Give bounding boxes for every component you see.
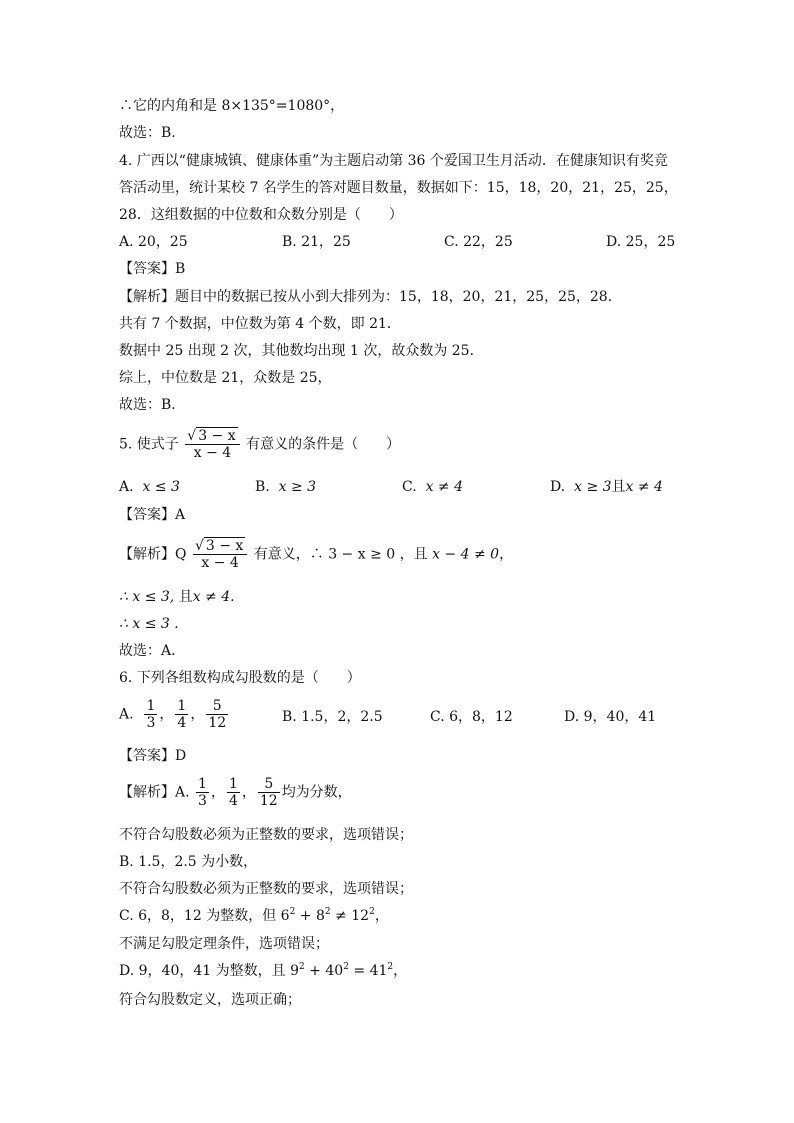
option-b: B. x ≥ 3: [255, 479, 317, 495]
analysis-line: 【解析】Q $\frac{√ 3 - x}{x - 4}$ 有意义，∴ 3 − x ≥ 0 ，且 x − 4 ≠ 0，: [119, 538, 514, 571]
analysis-line: B. 1.5，2.5 为小数，: [119, 854, 258, 870]
analysis-line: D. 9，40，41 为整数，且 $9^2 + 40^2 = 41^2$，: [119, 962, 408, 979]
answer-line: 【答案】D: [119, 748, 187, 764]
question-6-stem: 6. 下列各组数构成勾股数的是（ ）: [119, 670, 361, 686]
analysis-line: 不满足勾股定理条件，选项错误；: [119, 936, 329, 952]
option-c: C. 6，8，12: [430, 709, 513, 725]
text-line: 故选：B.: [119, 125, 176, 141]
equation: $9^2 + 40^2 = 41^2$: [290, 962, 394, 979]
q5-prefix: 5. 使式子: [119, 436, 179, 453]
option-c: C. 22，25: [444, 234, 513, 250]
analysis-line: ∴ x ≤ 3 .: [119, 616, 179, 632]
sqrt-symbol: √: [187, 428, 197, 444]
q5-suffix: 有意义的条件是（ ）: [246, 436, 401, 453]
option-a: A. $\frac{1}{3}$ ， $\frac{1}{4}$ ， $\frac{5}{12}$: [119, 698, 227, 731]
analysis-line: 综上，中位数是 21，众数是 25，: [119, 370, 332, 386]
analysis-line: 【解析】题目中的数据已按从小到大排列为：15，18，20，21，25，25，28．: [119, 289, 622, 305]
question-4-stem: 28．这组数据的中位数和众数分别是（ ）: [119, 207, 403, 223]
analysis-line: 故选：B．: [119, 397, 186, 413]
question-4-stem: 答活动里，统计某校 7 名学生的答对题目数量，数据如下：15，18，20，21，25，25，: [119, 180, 678, 196]
option-b: B. 21，25: [282, 234, 351, 250]
option-a: A. x ≤ 3: [119, 479, 180, 495]
option-a: A. 20，25: [119, 234, 188, 250]
answer-line: 【答案】A: [119, 507, 186, 523]
option-c: C. x ≠ 4: [402, 479, 464, 495]
fraction-expression: [185, 428, 239, 461]
answer-line: 【答案】B: [119, 261, 186, 277]
question-4-stem: 4. 广西以“健康城镇、健康体重”为主题启动第 36 个爱国卫生月活动．在健康知识有奖竞: [119, 153, 668, 169]
analysis-line: 不符合勾股数必须为正整数的要求，选项错误；: [119, 881, 413, 897]
analysis-line: 数据中 25 出现 2 次，其他数均出现 1 次，故众数为 25．: [119, 343, 484, 359]
option-d: D. x ≥ 3且x ≠ 4: [550, 479, 663, 495]
option-b: B. 1.5，2，2.5: [282, 709, 383, 725]
question-5-stem: [119, 428, 400, 461]
radicand: 3 − x: [198, 428, 236, 444]
fraction-expression: $\frac{√ 3 - x}{x - 4}$: [193, 538, 247, 571]
denominator: x − 4: [193, 445, 232, 461]
analysis-line: ∴ x ≤ 3, 且x ≠ 4.: [119, 589, 235, 605]
analysis-line: 【解析】A. $\frac{1}{3}$ ， $\frac{1}{4}$ ， $\frac{5}{12}$ 均为分数，: [119, 776, 352, 809]
equation: $6^2 + 8^2 \ne 12^2$: [280, 907, 375, 924]
option-d: D. 9，40，41: [564, 709, 657, 725]
option-d: D. 25，25: [606, 234, 676, 250]
text-line: ∴它的内角和是 8×135°=1080°，: [119, 98, 345, 114]
analysis-line: 故选：A．: [119, 643, 186, 659]
analysis-line: 符合勾股数定义，选项正确；: [119, 992, 301, 1008]
analysis-line: 共有 7 个数据，中位数为第 4 个数，即 21．: [119, 316, 401, 332]
analysis-line: C. 6，8，12 为整数，但 $6^2 + 8^2 \ne 12^2$，: [119, 907, 389, 924]
analysis-line: 不符合勾股数必须为正整数的要求，选项错误；: [119, 827, 413, 843]
